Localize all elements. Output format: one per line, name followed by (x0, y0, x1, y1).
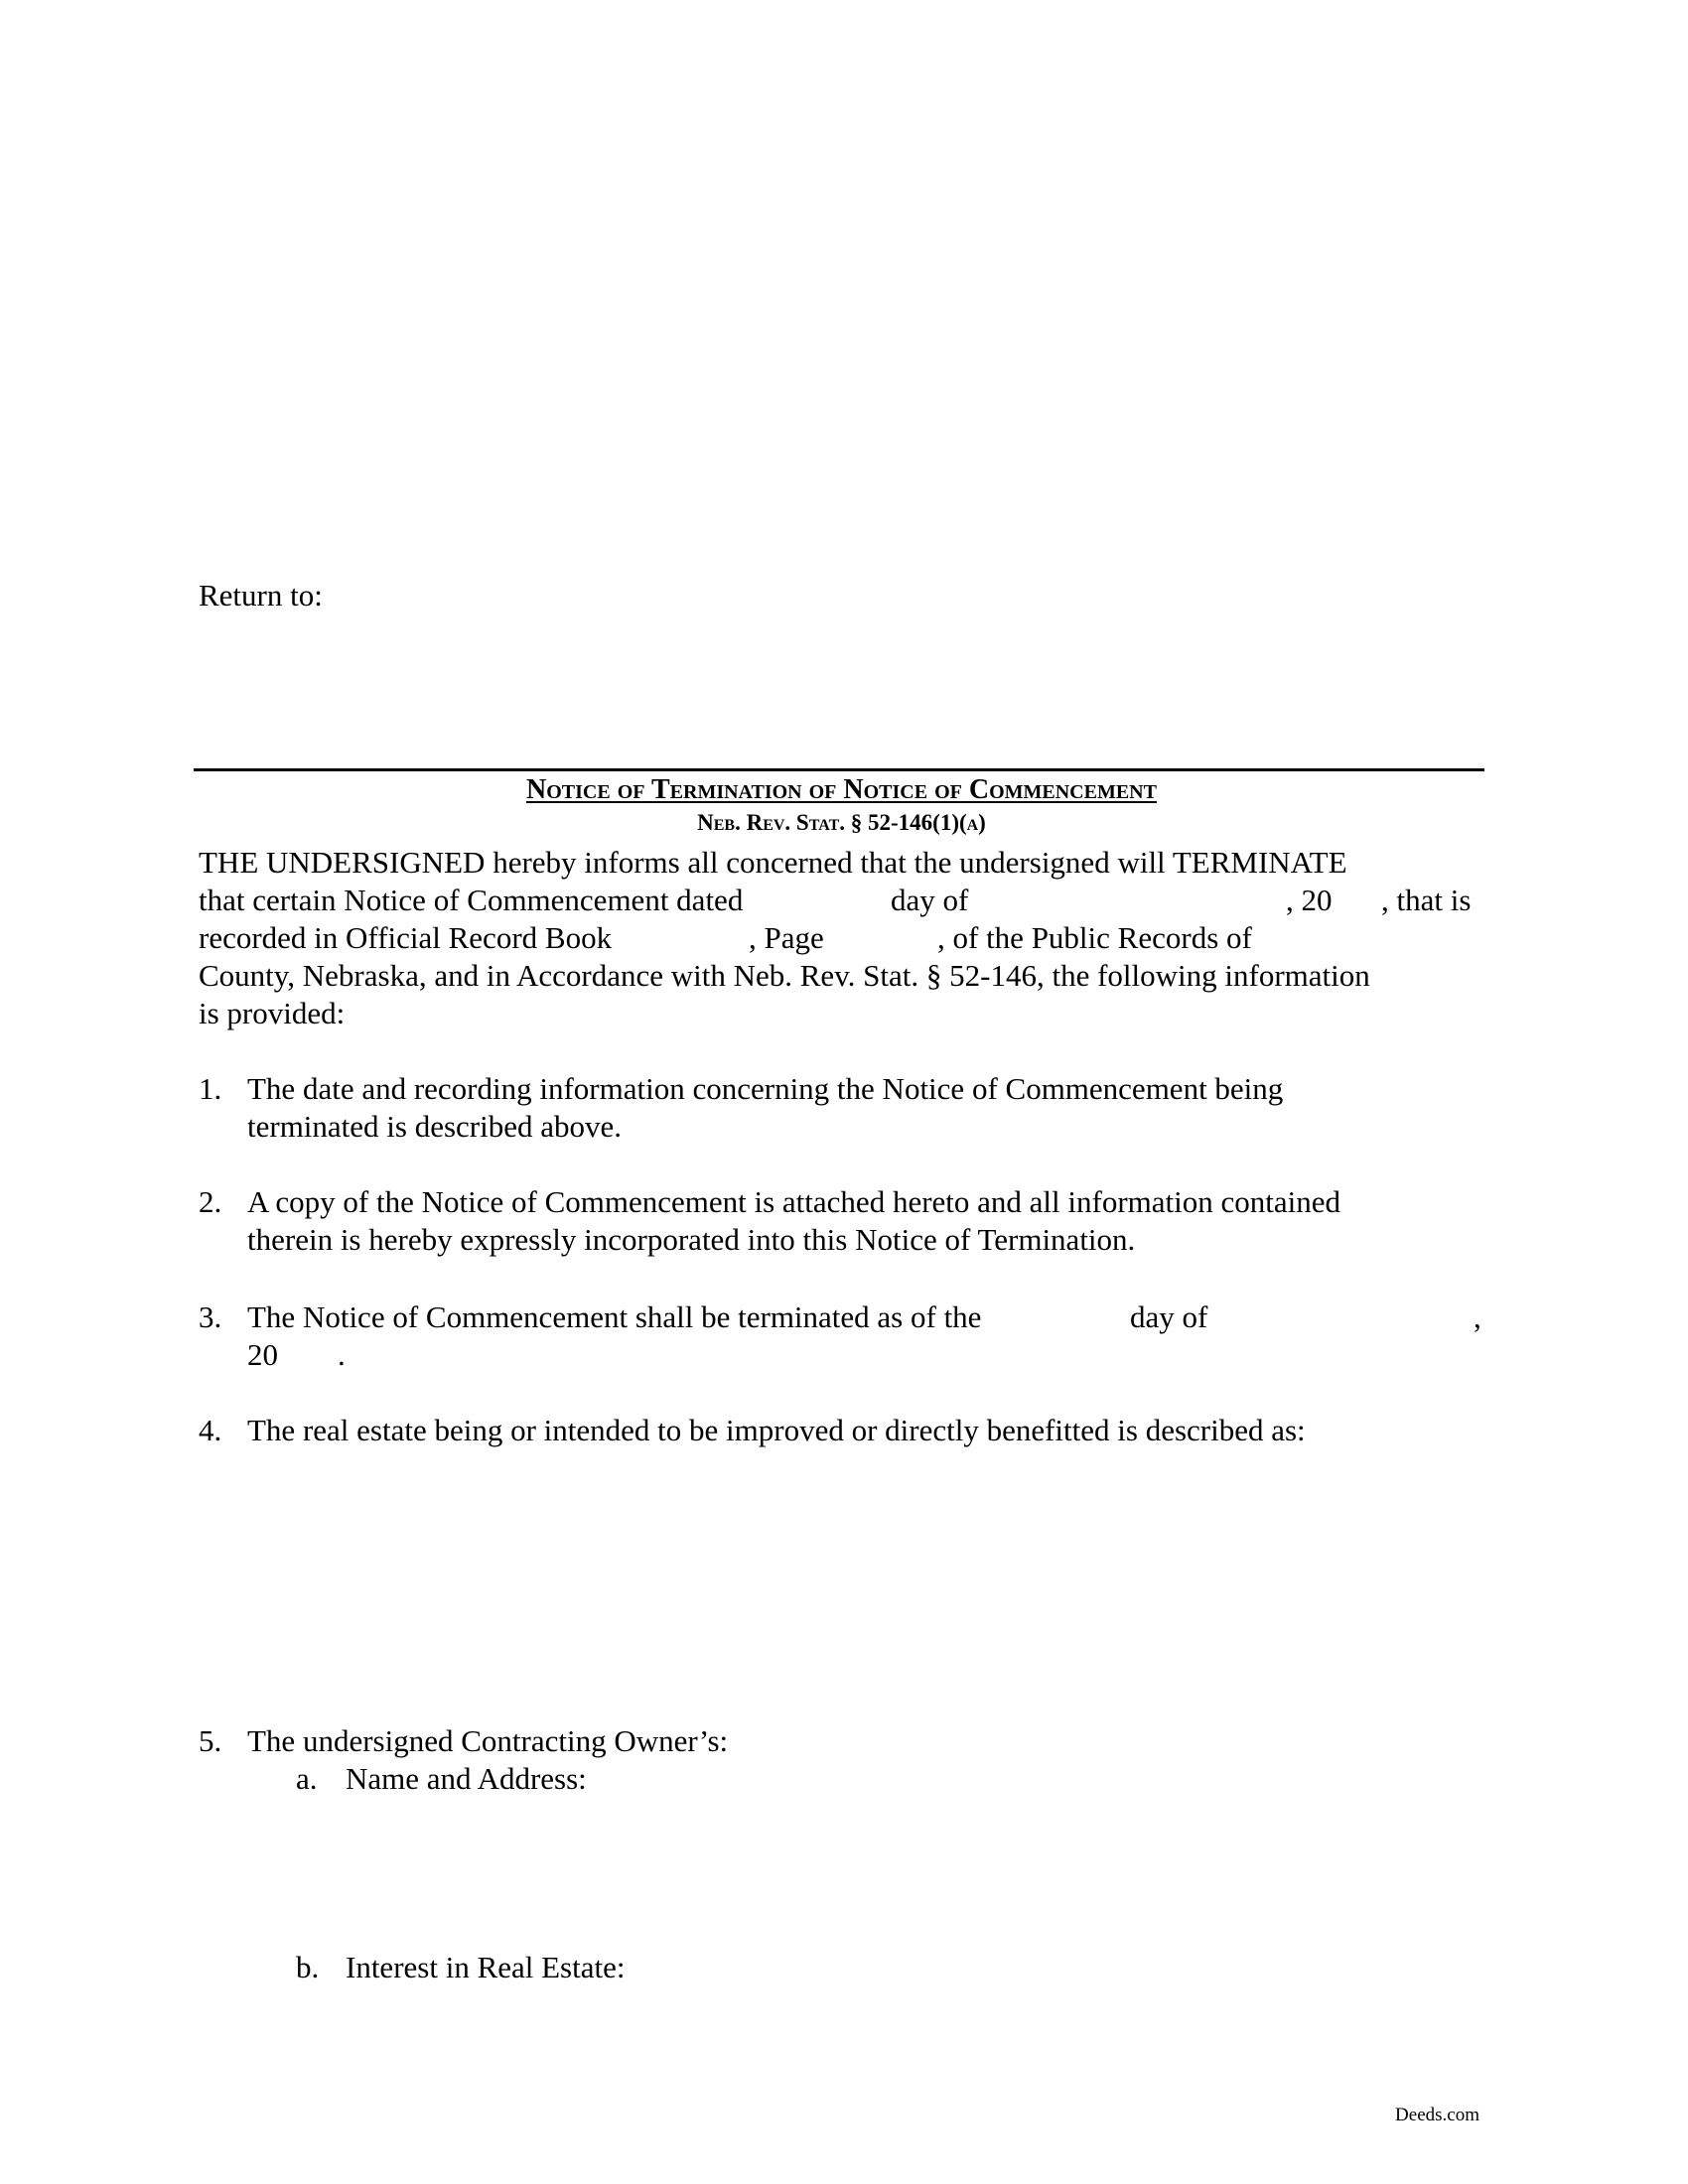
title-divider (194, 768, 1484, 771)
item-3-number: 3. (199, 1299, 222, 1334)
item-2-number: 2. (199, 1184, 222, 1219)
item-3-line-1a: The Notice of Commencement shall be terminated as of the (247, 1299, 982, 1334)
item-2-line-1: A copy of the Notice of Commencement is attached hereto and all information contained (247, 1184, 1340, 1219)
item-1-line-1: The date and recording information concerning the Notice of Commencement being (247, 1071, 1284, 1106)
document-title: Notice of Termination of Notice of Commencement (526, 774, 1157, 805)
item-3-line-1b: day of (1130, 1299, 1208, 1334)
item-4-line-1: The real estate being or intended to be improved or directly benefitted is described as: (247, 1413, 1306, 1447)
intro-line-2b: day of (891, 883, 969, 917)
footer-brand: Deeds.com (1395, 2105, 1479, 2125)
item-3-line-2b: . (338, 1337, 346, 1372)
intro-line-5: is provided: (199, 996, 346, 1030)
item-2-line-2: therein is hereby expressly incorporated into this Notice of Termination. (247, 1222, 1136, 1257)
item-3-line-2a: 20 (247, 1337, 278, 1372)
item-5a-letter: a. (296, 1761, 318, 1796)
intro-line-1: THE UNDERSIGNED hereby informs all concerned that the undersigned will TERMINATE (199, 845, 1347, 880)
item-5-number: 5. (199, 1723, 222, 1758)
statute-reference: Neb. Rev. Stat. § 52-146(1)(a) (697, 810, 986, 835)
intro-line-3b: , Page (749, 920, 824, 955)
item-5b-letter: b. (296, 1950, 320, 1984)
item-5b-label: Interest in Real Estate: (346, 1950, 626, 1984)
item-5-line-1: The undersigned Contracting Owner’s: (247, 1723, 729, 1758)
item-1-line-2: terminated is described above. (247, 1109, 623, 1144)
intro-line-2d: , that is (1381, 883, 1472, 917)
item-5a-label: Name and Address: (346, 1761, 587, 1796)
item-3-line-1c: , (1474, 1299, 1481, 1334)
intro-line-4: County, Nebraska, and in Accordance with Neb. Rev. Stat. § 52-146, the following information (199, 958, 1370, 993)
intro-line-2c: , 20 (1286, 883, 1333, 917)
item-4-number: 4. (199, 1413, 222, 1447)
intro-line-2a: that certain Notice of Commencement dated (199, 883, 744, 917)
return-to-label: Return to: (199, 578, 323, 613)
intro-line-3c: , of the Public Records of (937, 920, 1252, 955)
item-1-number: 1. (199, 1071, 222, 1106)
intro-line-3a: recorded in Official Record Book (199, 920, 613, 955)
